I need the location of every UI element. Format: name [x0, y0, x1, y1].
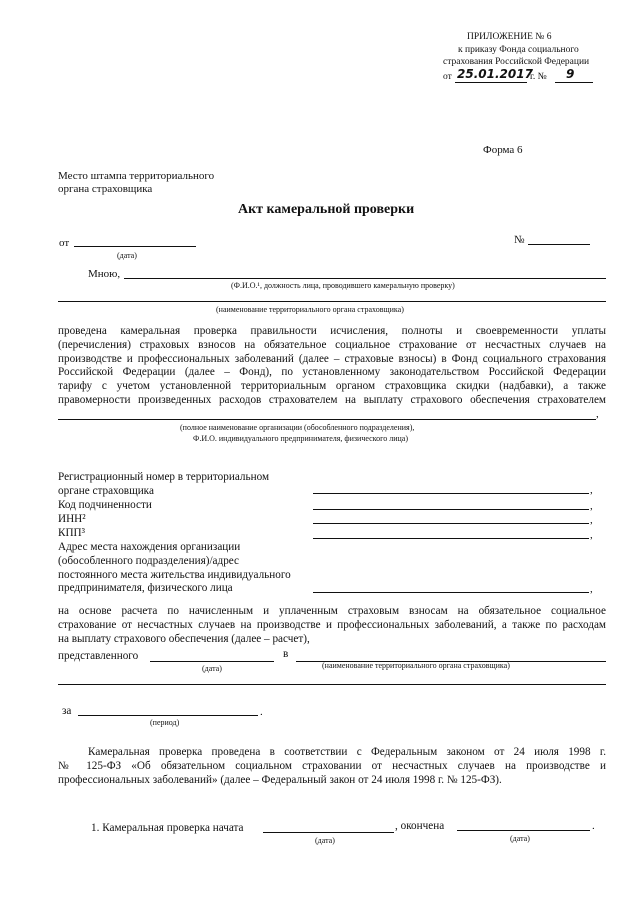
- insurer-caption-line-2: Ф.И.О. индивидуального предпринимателя, физического лица): [193, 434, 408, 443]
- form-label: Форма 6: [483, 144, 523, 156]
- basis-line: на основе расчета по начисленным и уплаченным страховым взносам на обязательное социальное: [58, 605, 606, 617]
- act-number-field[interactable]: [528, 244, 590, 245]
- appendix-title: ПРИЛОЖЕНИЕ № 6: [467, 32, 552, 42]
- order-date-underline: [455, 82, 527, 83]
- order-line-1: к приказу Фонда социального: [458, 45, 579, 55]
- date-caption: (дата): [117, 251, 137, 260]
- organ-name-field[interactable]: [58, 301, 606, 302]
- law-paragraph: [58, 746, 606, 787]
- intro-line: производстве и профессиональных заболеваний (далее – страховые взносы) в Фонд социального страхования: [58, 352, 606, 365]
- submitted-date-field[interactable]: [150, 661, 274, 662]
- field-reg-number-label: Регистрационный номер в территориальном органе страховщика: [58, 471, 270, 497]
- comma: ,: [590, 500, 593, 512]
- field-inn[interactable]: [313, 523, 589, 524]
- item1-dot: .: [592, 820, 595, 832]
- comma: ,: [590, 529, 593, 541]
- inspector-field[interactable]: [124, 278, 606, 279]
- submitted-in-label: в: [283, 648, 289, 660]
- submitted-organ-field-continued[interactable]: [58, 684, 606, 685]
- inspector-label: Мною,: [88, 268, 121, 280]
- order-line-2: страхования Российской Федерации: [443, 57, 590, 67]
- intro-line: проведена камеральная проверка правильности исчисления, полноты и своевременности уплаты: [58, 325, 606, 337]
- order-date-prefix: от: [443, 72, 452, 82]
- item1-start-date-field[interactable]: [263, 832, 394, 833]
- comma: ,: [590, 484, 593, 496]
- item1-end-date-field[interactable]: [457, 830, 590, 831]
- basis-line: на выплату страхового обеспечения (далее – расчет),: [58, 632, 310, 645]
- insurer-caption-line-1: (полное наименование организации (обособленного подразделения),: [180, 423, 415, 432]
- insurer-name-field[interactable]: [58, 419, 596, 420]
- order-number-label: г. №: [530, 72, 547, 82]
- date-field[interactable]: [74, 246, 196, 247]
- field-address-label: Адрес места нахождения организации (обособленного подразделения)/адрес постоянного места жительства индивидуального предпринимателя, физического лица: [58, 541, 291, 595]
- period-label: за: [62, 705, 72, 717]
- act-number-label: №: [514, 234, 525, 246]
- page-title: Акт камеральной проверки: [238, 202, 415, 217]
- intro-paragraph: [58, 325, 606, 408]
- field-inn-label: ИНН²: [58, 513, 86, 525]
- period-caption: (период): [150, 718, 180, 727]
- item1-label: 1. Камеральная проверка начата: [91, 822, 244, 834]
- field-address[interactable]: [313, 592, 589, 593]
- field-kpp-label: КПП³: [58, 527, 85, 539]
- organ-name-caption: (наименование территориального органа страховщика): [216, 305, 404, 314]
- law-line: Камеральная проверка проведена в соответствии с Федеральным законом от 24 июля 1998 г.: [88, 746, 606, 758]
- basis-paragraph: [58, 605, 606, 646]
- inspector-caption: (Ф.И.О.¹, должность лица, проводившего камеральную проверку): [231, 281, 455, 290]
- intro-line: тарифу с учетом установленной территориальным органом страховщика скидки (надбавки), а также: [58, 380, 606, 393]
- stamp-line-1: Место штампа территориального: [58, 170, 215, 182]
- comma: ,: [596, 408, 599, 420]
- field-reg-number[interactable]: [313, 493, 589, 494]
- period-dot: .: [260, 706, 263, 718]
- field-subordination[interactable]: [313, 509, 589, 510]
- field-subordination-label: Код подчиненности: [58, 499, 152, 511]
- comma: ,: [590, 514, 593, 526]
- submitted-date-caption: (дата): [202, 664, 222, 673]
- field-kpp[interactable]: [313, 538, 589, 539]
- item1-start-date-caption: (дата): [315, 836, 335, 845]
- intro-line: (перечисления) страховых взносов на обязательное социальное страхование от несчастных случаев на: [58, 338, 606, 351]
- date-from-label: от: [59, 237, 70, 249]
- period-field[interactable]: [78, 715, 258, 716]
- submitted-organ-caption: (наименование территориального органа страховщика): [322, 661, 510, 670]
- intro-line: Российской Федерации (далее – Фонд), по установленному законодательством Российской Федерации: [58, 366, 606, 379]
- law-line: № 125-ФЗ «Об обязательном социальном страховании от несчастных случаев на производстве и: [58, 759, 606, 772]
- comma: ,: [590, 583, 593, 595]
- item1-end-date-caption: (дата): [510, 834, 530, 843]
- basis-line: страхование от несчастных случаев на производстве и профессиональных заболеваний, а также по расходам: [58, 618, 606, 631]
- stamp-line-2: органа страховщика: [58, 183, 153, 195]
- order-date-value: 25.01.2017: [457, 67, 533, 81]
- intro-line: правомерности произведенных расходов страхователем на выплату страхового обеспечения страхователем: [58, 393, 606, 406]
- item1-ended-label: , окончена: [395, 820, 445, 832]
- law-line: профессиональных заболеваний» (далее – Федеральный закон от 24 июля 1998 г. № 125-ФЗ).: [58, 773, 502, 786]
- order-number-value: 9: [566, 67, 575, 81]
- order-number-underline: [555, 82, 593, 83]
- submitted-label: представленного: [58, 650, 139, 662]
